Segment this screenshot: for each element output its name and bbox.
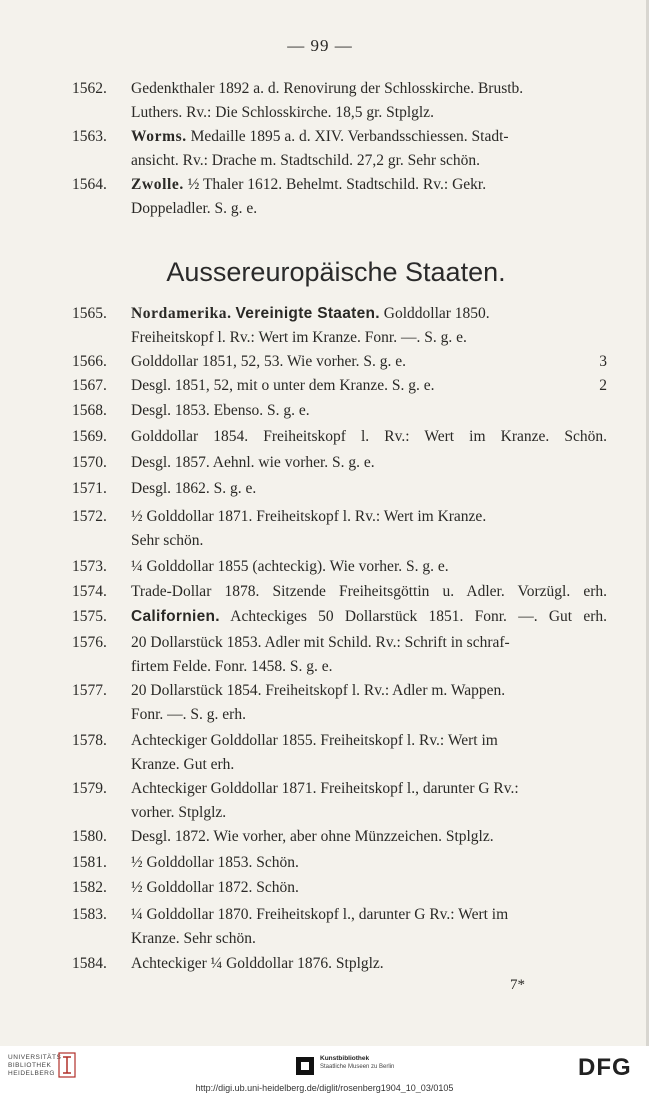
catalog-entry <box>72 605 607 629</box>
page-number: — 99 — <box>287 36 353 55</box>
entry-line: Trade-Dollar 1878. Sitzende Freiheitsgöttin u. Adler. Vorzügl. erh. <box>131 583 607 600</box>
catalog-entry <box>72 350 607 374</box>
catalog-entry <box>72 777 607 825</box>
catalog-entry <box>72 125 607 173</box>
catalog-entry <box>72 876 607 900</box>
entry-line: Doppeladler. S. g. e. <box>131 200 258 217</box>
entry-number: 1565. <box>72 305 107 322</box>
entry-number: 1581. <box>72 854 107 871</box>
university-library-label <box>8 1054 61 1078</box>
entry-line: Luthers. Rv.: Die Schlosskirche. 18,5 gr. Stplglz. <box>131 104 434 121</box>
catalog-entry <box>72 173 607 221</box>
entry-lead: Zwolle. <box>131 176 184 193</box>
entry-number: 1583. <box>72 906 107 923</box>
entry-number: 1571. <box>72 480 107 497</box>
catalog-entry <box>72 952 607 976</box>
entry-lead: Worms. <box>131 128 187 145</box>
entry-line: Fonr. —. S. g. erh. <box>131 706 246 723</box>
entry-line: Golddollar 1854. Freiheitskopf l. Rv.: Wert im Kranze. Schön. <box>131 428 607 445</box>
university-line: HEIDELBERG <box>8 1070 55 1077</box>
catalog-entry <box>72 631 607 679</box>
entry-line: Achteckiges 50 Dollarstück 1851. Fonr. —. Gut erh. <box>230 608 608 625</box>
catalog-entry <box>72 451 607 475</box>
entry-number: 1579. <box>72 780 107 797</box>
digitization-footer <box>0 1046 649 1093</box>
catalog-entry <box>72 903 607 951</box>
catalog-entry <box>72 425 607 449</box>
catalog-entry <box>72 580 607 604</box>
entry-line: Golddollar 1850. <box>383 305 490 322</box>
catalog-entry <box>72 477 607 501</box>
catalog-entry <box>72 302 607 350</box>
entry-number: 1574. <box>72 583 107 600</box>
source-url-link[interactable]: http://digi.ub.uni-heidelberg.de/diglit/rosenberg1904_10_03/0105 <box>195 1083 454 1093</box>
entry-line: Golddollar 1851, 52, 53. Wie vorher. S. g. e. <box>131 353 407 370</box>
entry-line: ½ Thaler 1612. Behelmt. Stadtschild. Rv.: Gekr. <box>187 176 487 193</box>
entry-line: ½ Golddollar 1872. Schön. <box>131 879 299 896</box>
entry-line: ¼ Golddollar 1870. Freiheitskopf l., darunter G Rv.: Wert im <box>131 906 509 923</box>
entry-quantity: 2 <box>599 377 607 394</box>
entry-number: 1562. <box>72 80 107 97</box>
university-logo-icon <box>58 1052 76 1078</box>
entry-quantity: 3 <box>599 353 607 370</box>
entry-line: Desgl. 1853. Ebenso. S. g. e. <box>131 402 310 419</box>
entry-line: Freiheitskopf l. Rv.: Wert im Kranze. Fonr. —. S. g. e. <box>131 329 467 346</box>
entry-number: 1563. <box>72 128 107 145</box>
entry-line: Desgl. 1862. S. g. e. <box>131 480 257 497</box>
entry-line: Desgl. 1851, 52, mit o unter dem Kranze. S. g. e. <box>131 377 435 394</box>
entry-line: ¼ Golddollar 1855 (achteckig). Wie vorher. S. g. e. <box>131 558 449 575</box>
entry-line: Desgl. 1857. Aehnl. wie vorher. S. g. e. <box>131 454 375 471</box>
entry-number: 1572. <box>72 508 107 525</box>
kunstbibliothek-subtitle: Staatliche Museen zu Berlin <box>320 1064 395 1070</box>
entry-line: firtem Felde. Fonr. 1458. S. g. e. <box>131 658 333 675</box>
catalog-entry <box>72 679 607 727</box>
catalog-entry <box>72 729 607 777</box>
entry-number: 1580. <box>72 828 107 845</box>
entry-line: ½ Golddollar 1871. Freiheitskopf l. Rv.: Wert im Kranze. <box>131 508 487 525</box>
entry-line: Achteckiger Golddollar 1855. Freiheitskopf l. Rv.: Wert im <box>131 732 498 749</box>
entry-lead: Nordamerika. <box>131 305 232 322</box>
entry-line: 20 Dollarstück 1853. Adler mit Schild. Rv.: Schrift in schraf- <box>131 634 510 651</box>
entry-number: 1567. <box>72 377 107 394</box>
catalog-entry <box>72 77 607 125</box>
entry-number: 1575. <box>72 608 107 625</box>
kunstbibliothek-logo-icon <box>296 1057 314 1075</box>
university-line: BIBLIOTHEK <box>8 1062 52 1069</box>
section-heading: Aussereuropäische Staaten. <box>166 257 506 287</box>
entry-line: vorher. Stplglz. <box>131 804 227 821</box>
entry-number: 1569. <box>72 428 107 445</box>
dfg-logo: DFG <box>578 1054 632 1081</box>
catalog-entry <box>72 825 607 849</box>
entry-number: 1584. <box>72 955 107 972</box>
kunstbibliothek-title: Kunstbibliothek <box>320 1055 370 1062</box>
entry-line: ansicht. Rv.: Drache m. Stadtschild. 27,2 gr. Sehr schön. <box>131 152 480 169</box>
entry-line: Sehr schön. <box>131 532 204 549</box>
entry-number: 1568. <box>72 402 107 419</box>
entry-number: 1578. <box>72 732 107 749</box>
entry-number: 1573. <box>72 558 107 575</box>
entry-lead: Californien. <box>131 608 220 625</box>
catalog-entry <box>72 555 607 579</box>
university-line: UNIVERSITÄTS <box>8 1054 62 1061</box>
entry-line: Desgl. 1872. Wie vorher, aber ohne Münzzeichen. Stplglz. <box>131 828 494 845</box>
entry-number: 1566. <box>72 353 107 370</box>
entry-number: 1577. <box>72 682 107 699</box>
entry-number: 1576. <box>72 634 107 651</box>
catalog-entry <box>72 399 607 423</box>
entry-number: 1570. <box>72 454 107 471</box>
entry-line: Gedenkthaler 1892 a. d. Renovirung der Schlosskirche. Brustb. <box>131 80 524 97</box>
entry-line: Kranze. Sehr schön. <box>131 930 256 947</box>
catalog-entry <box>72 505 607 553</box>
entry-lead-secondary: Vereinigte Staaten. <box>235 305 380 322</box>
entry-line: Achteckiger Golddollar 1871. Freiheitskopf l., darunter G Rv.: <box>131 780 519 797</box>
entry-line: Medaille 1895 a. d. XIV. Verbandsschiessen. Stadt- <box>190 128 509 145</box>
entry-number: 1582. <box>72 879 107 896</box>
catalog-entry <box>72 374 607 398</box>
entry-number: 1564. <box>72 176 107 193</box>
entry-line: ½ Golddollar 1853. Schön. <box>131 854 299 871</box>
signature-mark: 7* <box>510 977 525 993</box>
catalog-entry <box>72 851 607 875</box>
entry-line: 20 Dollarstück 1854. Freiheitskopf l. Rv.: Adler m. Wappen. <box>131 682 506 699</box>
entry-line: Achteckiger ¼ Golddollar 1876. Stplglz. <box>131 955 384 972</box>
entry-line: Kranze. Gut erh. <box>131 756 235 773</box>
